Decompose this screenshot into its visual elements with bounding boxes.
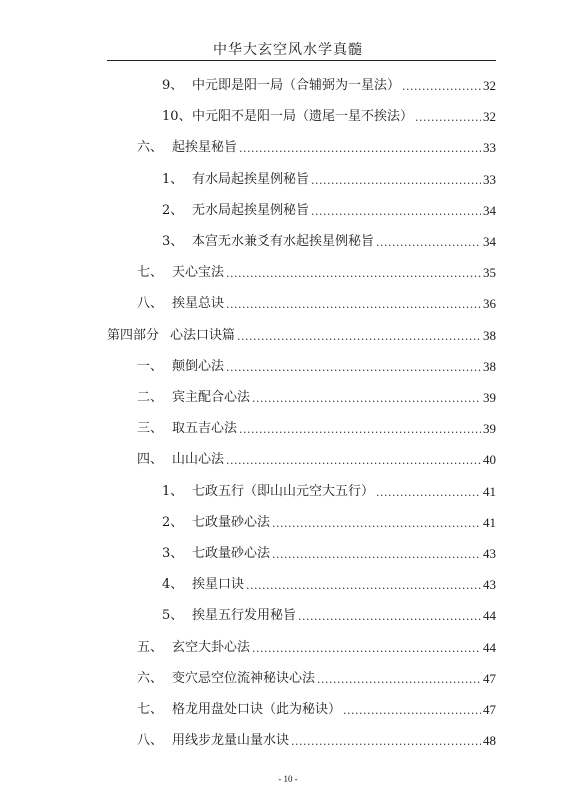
toc-entry[interactable]	[162, 571, 496, 593]
toc-entry[interactable]	[137, 446, 496, 468]
toc-entry[interactable]	[137, 259, 496, 281]
toc-entry-title: 宾主配合心法	[172, 390, 251, 405]
toc-entry-number: 二、	[137, 390, 164, 405]
toc-entry-number: 六、	[137, 670, 164, 686]
toc-entry-title: 挨星口诀	[192, 577, 245, 593]
toc-entry-page: 34	[483, 202, 496, 218]
toc-entry-title: 山山心法	[172, 452, 225, 468]
toc-entry-title: 无水局起挨星例秘旨	[192, 202, 310, 218]
toc-dot-leader	[226, 265, 481, 281]
toc-dot-leader	[343, 702, 481, 718]
toc-entry-title: 格龙用盘处口诀（此为秘诀）	[172, 702, 342, 717]
toc-entry-number: 1、	[162, 171, 184, 187]
page-number: - 10 -	[278, 774, 298, 784]
toc-entry-number: 八、	[137, 296, 164, 312]
toc-entry-page: 39	[483, 390, 496, 405]
toc-entry-title: 用线步龙量山量水诀	[172, 733, 290, 749]
toc-entry-page: 35	[483, 265, 496, 281]
toc-entry-number: 4、	[162, 577, 184, 593]
toc-dot-leader	[226, 452, 481, 468]
toc-dot-leader	[272, 515, 481, 531]
toc-entry-number: 一、	[137, 358, 164, 374]
toc-dot-leader	[226, 296, 481, 312]
running-header: 中华大玄空风水学真髓	[213, 42, 363, 58]
toc-dot-leader	[415, 109, 481, 125]
toc-entry-number: 七、	[137, 702, 164, 717]
toc-entry-number: 2、	[162, 202, 184, 218]
toc-entry-page: 38	[483, 358, 496, 374]
toc-entry-page: 47	[483, 702, 496, 717]
toc-dot-leader	[376, 234, 481, 250]
toc-dot-leader	[317, 671, 481, 687]
toc-entry-page: 43	[483, 546, 496, 561]
toc-dot-leader	[239, 421, 481, 437]
toc-entry[interactable]	[137, 665, 496, 687]
toc-entry-number: 五、	[137, 639, 164, 655]
toc-entry[interactable]	[162, 166, 496, 188]
toc-entry[interactable]	[162, 197, 496, 219]
toc-entry-number: 3、	[162, 234, 184, 249]
toc-entry-page: 44	[483, 608, 496, 624]
toc-dot-leader	[272, 546, 481, 562]
toc-entry-title: 七政量砂心法	[192, 514, 271, 530]
toc-entry[interactable]	[137, 634, 496, 656]
toc-entry-number: 第四部分	[107, 327, 160, 343]
toc-entry[interactable]	[137, 415, 496, 437]
toc-dot-leader	[252, 390, 481, 406]
toc-dot-leader	[298, 608, 481, 624]
toc-entry-title: 心法口诀篇	[170, 327, 236, 343]
toc-entry-title: 挨星五行发用秘旨	[192, 608, 297, 624]
toc-entry-title: 颠倒心法	[172, 358, 225, 374]
toc-entry-title: 变穴忌空位流神秘诀心法	[172, 670, 316, 686]
toc-entry[interactable]	[137, 290, 496, 312]
toc-entry[interactable]	[137, 384, 496, 406]
toc-entry-number: 10、	[162, 109, 192, 125]
toc-entry-page: 41	[483, 514, 496, 530]
toc-entry-page: 38	[483, 327, 496, 343]
toc-entry-number: 2、	[162, 514, 184, 530]
toc-entry[interactable]	[162, 478, 496, 500]
toc-entry[interactable]	[107, 322, 496, 344]
toc-entry-page: 40	[483, 452, 496, 468]
toc-entry-number: 5、	[162, 608, 184, 624]
toc-dot-leader	[291, 733, 481, 749]
toc-entry-title: 本宫无水兼爻有水起挨星例秘旨	[192, 234, 375, 249]
toc-entry-page: 33	[483, 140, 496, 156]
toc-entry-title: 七政五行（即山山元空大五行）	[192, 483, 375, 499]
toc-dot-leader	[402, 78, 481, 94]
toc-entry[interactable]	[162, 602, 496, 624]
toc-entry-page: 32	[483, 78, 496, 93]
toc-entry[interactable]	[162, 509, 496, 531]
toc-entry-title: 挨星总诀	[172, 296, 225, 312]
toc-entry-title: 玄空大卦心法	[172, 639, 251, 655]
toc-entry-title: 取五吉心法	[172, 421, 238, 437]
toc-entry-page: 44	[483, 639, 496, 655]
toc-entry[interactable]	[137, 134, 496, 156]
toc-entry[interactable]	[137, 727, 496, 749]
toc-entry-page: 32	[483, 109, 496, 125]
toc-dot-leader	[311, 203, 481, 219]
toc-entry-number: 9、	[162, 78, 184, 93]
toc-entry-title: 有水局起挨星例秘旨	[192, 171, 310, 187]
toc-entry-number: 六、	[137, 140, 164, 156]
toc-entry-page: 34	[483, 234, 496, 249]
toc-dot-leader	[239, 140, 481, 156]
toc-entry-number: 八、	[137, 733, 164, 749]
toc-entry-number: 3、	[162, 546, 184, 561]
toc-entry-page: 41	[483, 483, 496, 499]
toc-entry-page: 33	[483, 171, 496, 187]
toc-entry-page: 48	[483, 733, 496, 749]
toc-entry[interactable]	[162, 228, 496, 250]
toc-entry-number: 七、	[137, 265, 164, 281]
toc-entry-title: 七政量砂心法	[192, 546, 271, 561]
toc-dot-leader	[237, 328, 481, 344]
toc-entry-title: 天心宝法	[172, 265, 225, 281]
toc-entry[interactable]	[137, 696, 496, 718]
toc-entry[interactable]	[162, 72, 496, 94]
toc-dot-leader	[311, 172, 481, 188]
toc-dot-leader	[252, 640, 481, 656]
toc-entry-title: 中元即是阳一局（合辅弼为一星法）	[192, 78, 401, 93]
toc-dot-leader	[246, 577, 481, 593]
toc-entry[interactable]	[162, 103, 496, 125]
toc-entry-page: 47	[483, 670, 496, 686]
toc-entry-page: 39	[483, 421, 496, 437]
toc-entry-title: 中元阳不是阳一局（遗尾一星不挨法）	[192, 109, 414, 125]
toc-dot-leader	[226, 359, 481, 375]
header-rule	[107, 60, 496, 61]
toc-entry-page: 36	[483, 296, 496, 312]
toc-entry-number: 四、	[137, 452, 164, 468]
toc-entry[interactable]	[137, 353, 496, 375]
toc-entry-title: 起挨星秘旨	[172, 140, 238, 156]
toc-entry-number: 三、	[137, 421, 164, 437]
toc-dot-leader	[376, 484, 481, 500]
toc-entry-page: 43	[483, 577, 496, 593]
toc-entry-number: 1、	[162, 483, 184, 499]
toc-entry[interactable]	[162, 540, 496, 562]
